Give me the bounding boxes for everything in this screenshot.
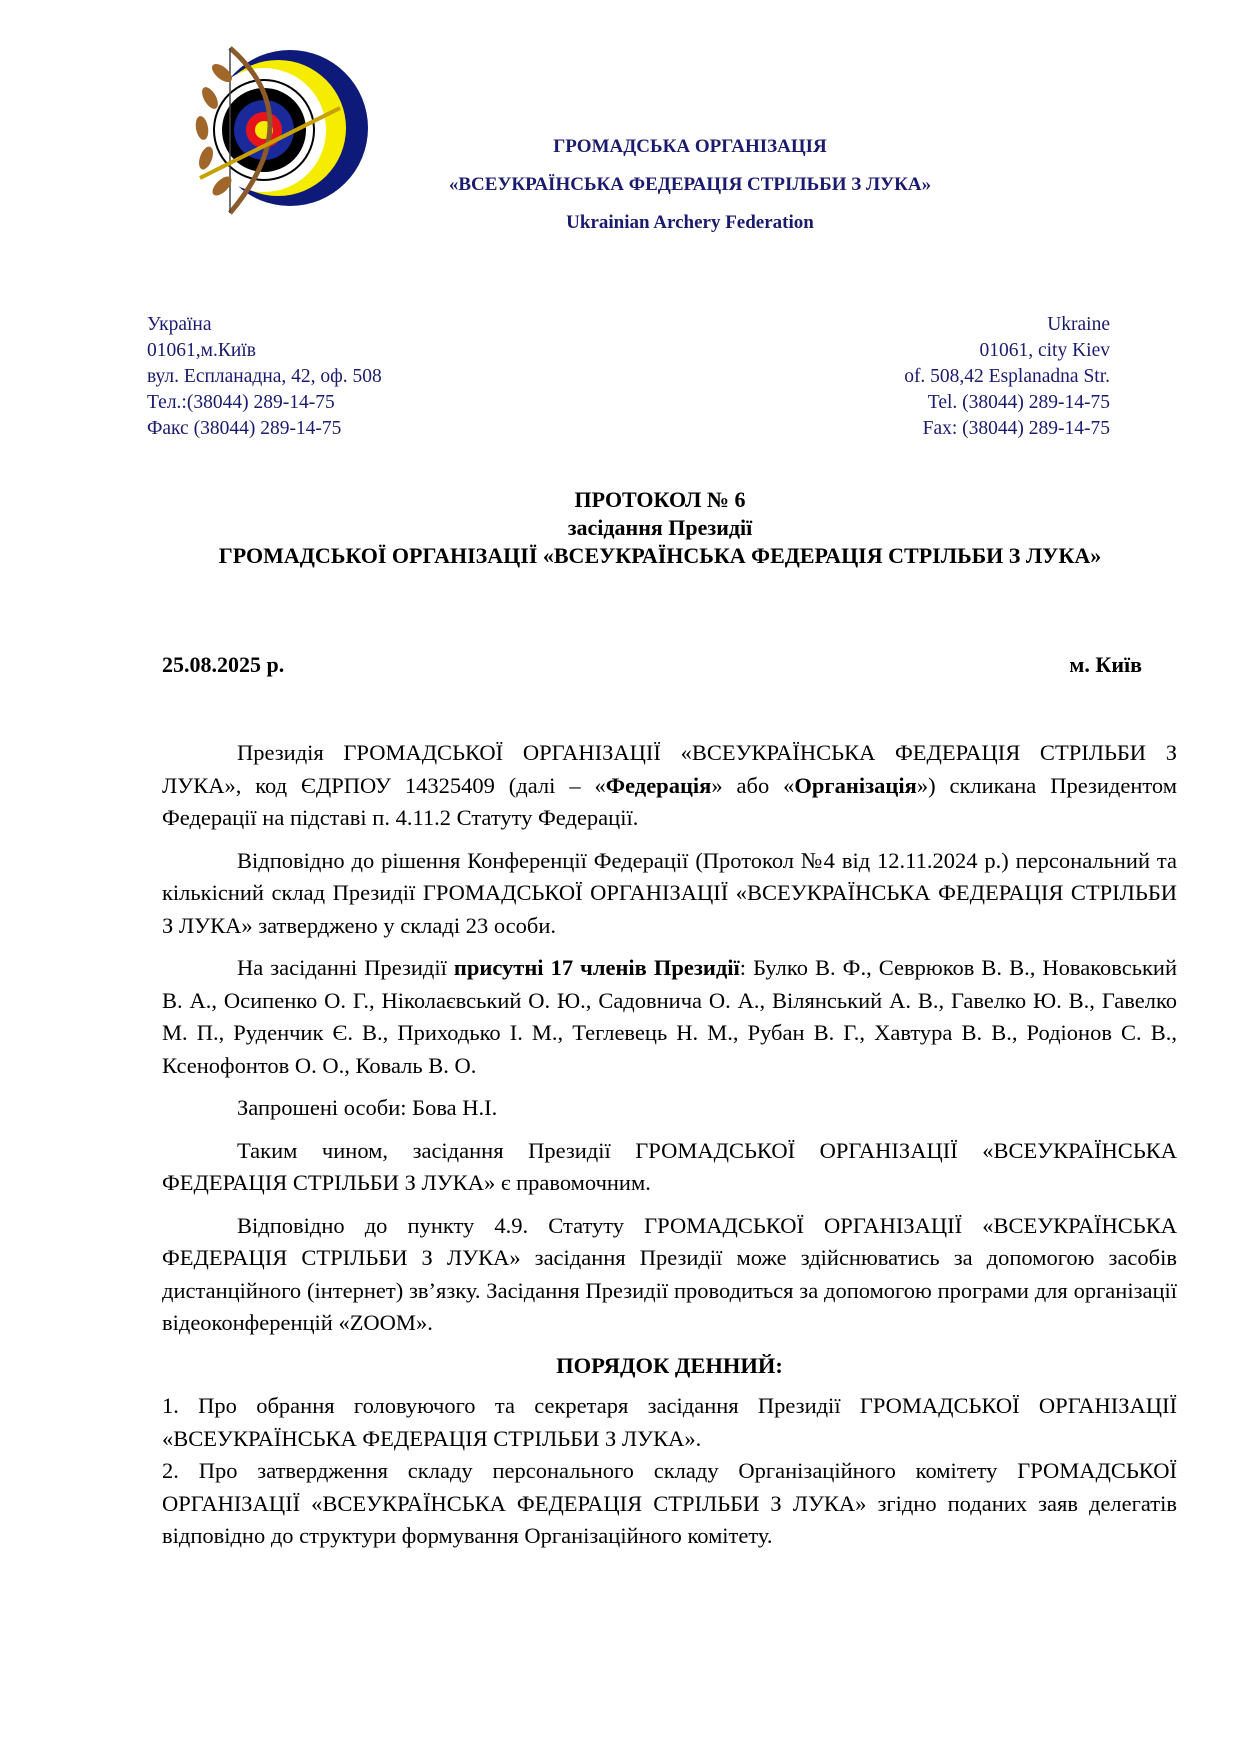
text: : Булко В. Ф., Севрюков В. В., Новаковський В. А., Осипенко О. Г., Ніколаєвський О. Ю., Садовнича О. А., Вілянський А. В., Гавелко Ю. В., Гавелко М. П., Руденчик Є. В., Приходько І. М., Теглевець Н. М., Рубан В. Г., Хавтура В. В., Родіонов С. В., Ксенофонтов О. О., Коваль В. О. (162, 955, 1177, 1078)
federation-logo-icon (190, 38, 370, 218)
document-date: 25.08.2025 р. (162, 652, 285, 677)
address-line: Тел.:(38044) 289-14-75 (147, 392, 335, 413)
protocol-subtitle: засідання Президії (567, 515, 753, 540)
address-english (904, 312, 1110, 442)
address-line: 01061,м.Київ (147, 340, 256, 361)
paragraph-invited: Запрошені особи: Бова Н.І. (237, 1095, 498, 1120)
text: Президія ГРОМАДСЬКОЇ ОРГАНІЗАЦІЇ «ВСЕУКРАЇНСЬКА ФЕДЕРАЦІЯ СТРІЛЬБИ З ЛУКА», код ЄДРПОУ 14325409 (далі – « (162, 740, 1177, 798)
document-city: м. Київ (1069, 652, 1142, 677)
address-ukrainian (147, 312, 382, 442)
paragraph-attendees (162, 952, 1177, 1082)
address-line: Ukraine (1047, 314, 1110, 335)
bold-term: Федерація (605, 772, 712, 798)
paragraph-convening (162, 737, 1177, 835)
bold-term: Організація (794, 772, 917, 798)
document-title (160, 486, 1160, 570)
document-body (162, 737, 1177, 1553)
agenda-item: 1. Про обрання головуючого та секретаря засідання Президії ГРОМАДСЬКОЇ ОРГАНІЗАЦІЇ «ВСЕУКРАЇНСЬКА ФЕДЕРАЦІЯ СТРІЛЬБИ З ЛУКА». (162, 1393, 1177, 1451)
letterhead-line1: ГРОМАДСЬКА ОРГАНІЗАЦІЯ (553, 136, 827, 157)
address-line: Україна (147, 314, 212, 335)
letterhead (380, 128, 1000, 242)
agenda-title: ПОРЯДОК ДЕННИЙ: (556, 1352, 783, 1378)
address-line: Факс (38044) 289-14-75 (147, 418, 342, 439)
address-line: of. 508,42 Esplanadna Str. (904, 366, 1110, 387)
protocol-org-name: ГРОМАДСЬКОЇ ОРГАНІЗАЦІЇ «ВСЕУКРАЇНСЬКА ФЕДЕРАЦІЯ СТРІЛЬБИ З ЛУКА» (218, 543, 1102, 568)
letterhead-line2: «ВСЕУКРАЇНСЬКА ФЕДЕРАЦІЯ СТРІЛЬБИ З ЛУКА» (448, 174, 932, 195)
address-line: вул. Еспланадна, 42, оф. 508 (147, 366, 382, 387)
address-line: Tel. (38044) 289-14-75 (927, 392, 1110, 413)
address-line: Fax: (38044) 289-14-75 (922, 418, 1110, 439)
letterhead-line3: Ukrainian Archery Federation (566, 212, 814, 233)
text: » або « (711, 772, 795, 798)
protocol-number: ПРОТОКОЛ № 6 (574, 487, 746, 512)
agenda-item: 2. Про затвердження складу персонального складу Організаційного комітету ГРОМАДСЬКОЇ ОРГАНІЗАЦІЇ «ВСЕУКРАЇНСЬКА ФЕДЕРАЦІЯ СТРІЛЬБИ З ЛУКА» згідно поданих заяв делегатів відповідно до структури формування Організаційного комітету. (162, 1458, 1177, 1548)
address-line: 01061, city Kiev (979, 340, 1110, 361)
text: На засіданні Президії (237, 955, 454, 980)
paragraph-remote: Відповідно до пункту 4.9. Статуту ГРОМАДСЬКОЇ ОРГАНІЗАЦІЇ «ВСЕУКРАЇНСЬКА ФЕДЕРАЦІЯ СТРІЛЬБИ З ЛУКА» засідання Президії може здійснюватись за допомогою засобів дистанційного (інтернет) зв’язку. Засідання Президії проводиться за допомогою програми для організації відеоконференцій «ZOOM». (162, 1212, 1177, 1335)
text: ») скликана Президентом Федерації на підставі п. 4.11.2 Статуту Федерації. (162, 772, 1177, 830)
bold-term: присутні 17 членів Президії (453, 955, 740, 980)
paragraph-composition: Відповідно до рішення Конференції Федерації (Протокол №4 від 12.11.2024 р.) персональний та кількісний склад Президії ГРОМАДСЬКОЇ ОРГАНІЗАЦІЇ «ВСЕУКРАЇНСЬКА ФЕДЕРАЦІЯ СТРІЛЬБИ З ЛУКА» затверджено у складі 23 особи. (162, 847, 1177, 938)
paragraph-quorum: Таким чином, засідання Президії ГРОМАДСЬКОЇ ОРГАНІЗАЦІЇ «ВСЕУКРАЇНСЬКА ФЕДЕРАЦІЯ СТРІЛЬБИ З ЛУКА» є правомочним. (162, 1137, 1177, 1195)
